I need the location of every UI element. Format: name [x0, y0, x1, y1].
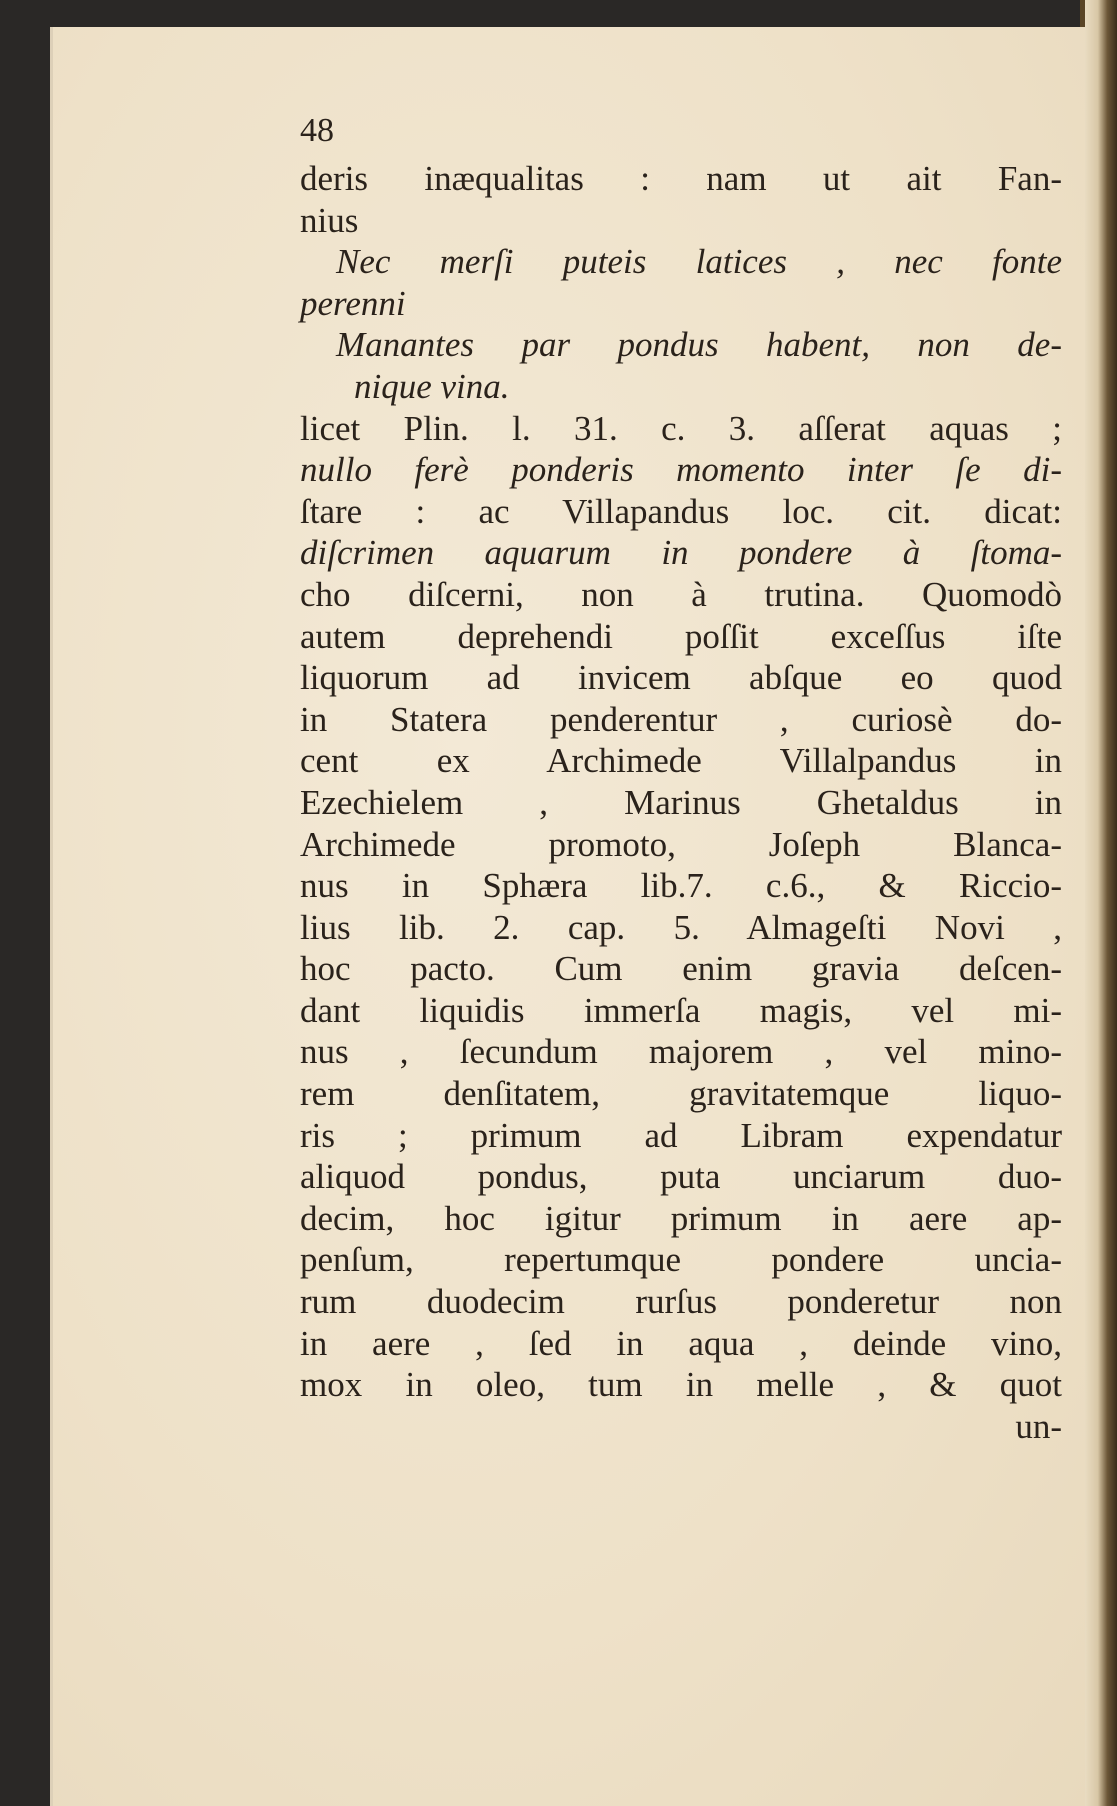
text-line: diſcrimen aquarum in pondere à ſtoma-: [300, 533, 1062, 573]
text-line: un-: [1015, 1406, 1062, 1446]
text-line: deris inæqualitas : nam ut ait Fan-: [300, 159, 1062, 198]
text-line: in aere , ſed in aqua , deinde vino,: [300, 1323, 1062, 1363]
body-text: [300, 158, 1062, 1447]
text-line: lius lib. 2. cap. 5. Almageſti Novi ,: [300, 907, 1062, 947]
book-page-edge: [1085, 0, 1117, 1806]
text-line: aliquod pondus, puta unciarum duo-: [300, 1157, 1062, 1197]
text-line: Archimede promoto, Joſeph Blanca-: [300, 824, 1062, 864]
page-number: 48: [300, 112, 334, 149]
text-line: ſtare : ac Villapandus loc. cit. dicat:: [300, 491, 1062, 531]
text-line: penſum, repertumque pondere uncia-: [300, 1240, 1062, 1280]
text-line: nullo ferè ponderis momento inter ſe di-: [300, 450, 1062, 490]
text-line: cho diſcerni, non à trutina. Quomodò: [300, 574, 1062, 614]
text-line: licet Plin. l. 31. c. 3. aſſerat aquas ;: [300, 408, 1062, 448]
text-line: autem deprehendi poſſit exceſſus iſte: [300, 616, 1062, 656]
text-line: decim, hoc igitur primum in aere ap-: [300, 1198, 1062, 1238]
text-line: nius: [300, 200, 359, 240]
text-line: Ezechielem , Marinus Ghetaldus in: [300, 782, 1062, 822]
text-line: Nec merſi puteis latices , nec fonte: [336, 242, 1062, 282]
text-line: Manantes par pondus habent, non de-: [336, 325, 1062, 365]
text-line: nique vina.: [354, 366, 510, 406]
text-line: hoc pacto. Cum enim gravia deſcen-: [300, 949, 1062, 989]
text-line: nus in Sphæra lib.7. c.6., & Riccio-: [300, 866, 1062, 906]
text-line: perenni: [300, 283, 406, 323]
text-line: rum duodecim rurſus ponderetur non: [300, 1282, 1062, 1322]
text-line: in Statera penderentur , curiosè do-: [300, 699, 1062, 739]
text-line: mox in oleo, tum in melle , & quot: [300, 1365, 1062, 1405]
text-line: rem denſitatem, gravitatemque liquo-: [300, 1074, 1062, 1114]
text-line: nus , ſecundum majorem , vel mino-: [300, 1032, 1062, 1072]
text-line: dant liquidis immerſa magis, vel mi-: [300, 990, 1062, 1030]
text-line: liquorum ad invicem abſque eo quod: [300, 658, 1062, 698]
text-line: ris ; primum ad Libram expendatur: [300, 1115, 1062, 1155]
text-line: cent ex Archimede Villalpandus in: [300, 741, 1062, 781]
